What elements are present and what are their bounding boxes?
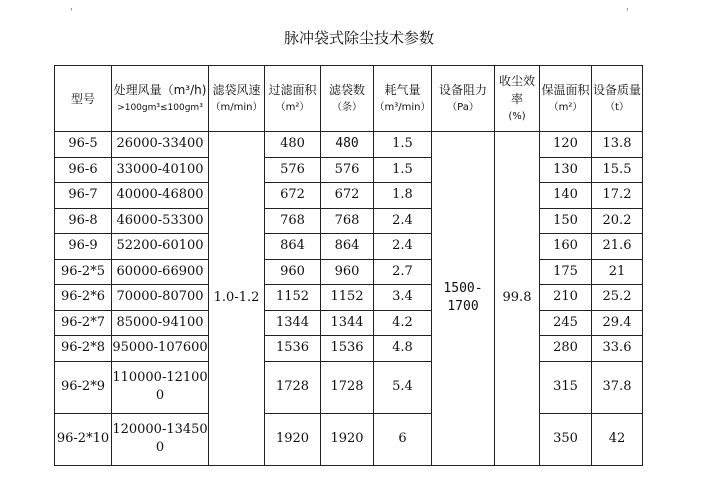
cell-air-volume: 85000-94100 bbox=[112, 310, 209, 336]
table-row bbox=[55, 259, 643, 285]
cell-air-consumption: 4.2 bbox=[374, 310, 432, 336]
cell-bag-count: 672 bbox=[321, 183, 374, 209]
cell-air-volume: 110000-121000 bbox=[112, 361, 209, 413]
cell-air-volume: 26000-33400 bbox=[112, 132, 209, 158]
cell-model: 96-2*10 bbox=[55, 413, 112, 465]
cell-air-consumption: 2.4 bbox=[374, 208, 432, 234]
cell-model: 96-8 bbox=[55, 208, 112, 234]
cell-insulation-area: 210 bbox=[540, 285, 592, 311]
cell-bag-count: 864 bbox=[321, 234, 374, 260]
cell-insulation-area: 175 bbox=[540, 259, 592, 285]
cell-weight: 33.6 bbox=[592, 336, 643, 362]
header-insulation-area: 保温面积 （m²） bbox=[540, 66, 592, 132]
cell-insulation-area: 160 bbox=[540, 234, 592, 260]
corner-mark-right: ' bbox=[626, 8, 629, 18]
header-filter-speed: 滤袋风速 （m/min） bbox=[209, 66, 265, 132]
header-weight: 设备质量 （t） bbox=[592, 66, 643, 132]
cell-insulation-area: 150 bbox=[540, 208, 592, 234]
cell-insulation-area: 315 bbox=[540, 361, 592, 413]
cell-weight: 20.2 bbox=[592, 208, 643, 234]
cell-filter-area: 1536 bbox=[265, 336, 321, 362]
cell-weight: 21.6 bbox=[592, 234, 643, 260]
cell-air-consumption: 2.4 bbox=[374, 234, 432, 260]
cell-air-consumption: 5.4 bbox=[374, 361, 432, 413]
table-row bbox=[55, 310, 643, 336]
cell-insulation-area: 140 bbox=[540, 183, 592, 209]
cell-air-consumption: 3.4 bbox=[374, 285, 432, 311]
cell-bag-count: 1728 bbox=[321, 361, 374, 413]
table-row bbox=[55, 157, 643, 183]
cell-filter-area: 480 bbox=[265, 132, 321, 158]
cell-filter-speed: 1.0-1.2 bbox=[209, 132, 265, 466]
cell-weight: 29.4 bbox=[592, 310, 643, 336]
cell-insulation-area: 280 bbox=[540, 336, 592, 362]
spec-table bbox=[54, 65, 643, 466]
cell-air-consumption: 2.7 bbox=[374, 259, 432, 285]
table-row bbox=[55, 234, 643, 260]
cell-air-consumption: 4.8 bbox=[374, 336, 432, 362]
cell-weight: 37.8 bbox=[592, 361, 643, 413]
cell-model: 96-2*6 bbox=[55, 285, 112, 311]
cell-model: 96-2*5 bbox=[55, 259, 112, 285]
table-row bbox=[55, 413, 643, 465]
cell-insulation-area: 350 bbox=[540, 413, 592, 465]
cell-model: 96-9 bbox=[55, 234, 112, 260]
cell-weight: 21 bbox=[592, 259, 643, 285]
cell-filter-area: 1152 bbox=[265, 285, 321, 311]
cell-bag-count: 960 bbox=[321, 259, 374, 285]
header-model: 型号 bbox=[55, 66, 112, 132]
cell-air-volume: 52200-60100 bbox=[112, 234, 209, 260]
table-row bbox=[55, 132, 643, 158]
table-row bbox=[55, 361, 643, 413]
cell-air-volume: 60000-66900 bbox=[112, 259, 209, 285]
cell-model: 96-5 bbox=[55, 132, 112, 158]
cell-bag-count: 576 bbox=[321, 157, 374, 183]
cell-resistance: 1500-1700 bbox=[432, 132, 495, 466]
cell-model: 96-7 bbox=[55, 183, 112, 209]
cell-insulation-area: 120 bbox=[540, 132, 592, 158]
table-row bbox=[55, 208, 643, 234]
cell-insulation-area: 130 bbox=[540, 157, 592, 183]
table-row bbox=[55, 336, 643, 362]
cell-insulation-area: 245 bbox=[540, 310, 592, 336]
cell-air-consumption: 6 bbox=[374, 413, 432, 465]
cell-air-consumption: 1.8 bbox=[374, 183, 432, 209]
cell-bag-count: 1152 bbox=[321, 285, 374, 311]
cell-filter-area: 768 bbox=[265, 208, 321, 234]
cell-efficiency: 99.8 bbox=[495, 132, 540, 466]
cell-air-volume: 40000-46800 bbox=[112, 183, 209, 209]
cell-bag-count: 480 bbox=[321, 132, 374, 158]
header-resistance: 设备阻力 （Pa） bbox=[432, 66, 495, 132]
cell-weight: 13.8 bbox=[592, 132, 643, 158]
cell-filter-area: 576 bbox=[265, 157, 321, 183]
cell-model: 96-2*8 bbox=[55, 336, 112, 362]
cell-filter-area: 960 bbox=[265, 259, 321, 285]
cell-model: 96-2*9 bbox=[55, 361, 112, 413]
header-bag-count: 滤袋数 （条） bbox=[321, 66, 374, 132]
header-air-consumption: 耗气量 （m³/min） bbox=[374, 66, 432, 132]
cell-air-volume: 95000-107600 bbox=[112, 336, 209, 362]
corner-mark-left: ' bbox=[70, 8, 73, 18]
cell-filter-area: 672 bbox=[265, 183, 321, 209]
page-title: 脉冲袋式除尘技术参数 bbox=[283, 29, 434, 47]
cell-air-consumption: 1.5 bbox=[374, 157, 432, 183]
cell-weight: 15.5 bbox=[592, 157, 643, 183]
cell-air-volume: 46000-53300 bbox=[112, 208, 209, 234]
header-row bbox=[55, 66, 643, 132]
header-air-volume: 处理风量（m³/h) >100gm³≤100gm³ bbox=[112, 66, 209, 132]
cell-filter-area: 1344 bbox=[265, 310, 321, 336]
table-row bbox=[55, 183, 643, 209]
cell-air-volume: 70000-80700 bbox=[112, 285, 209, 311]
cell-model: 96-6 bbox=[55, 157, 112, 183]
cell-weight: 42 bbox=[592, 413, 643, 465]
cell-air-consumption: 1.5 bbox=[374, 132, 432, 158]
cell-bag-count: 1344 bbox=[321, 310, 374, 336]
cell-bag-count: 1536 bbox=[321, 336, 374, 362]
cell-bag-count: 1920 bbox=[321, 413, 374, 465]
header-filter-area: 过滤面积 （m²） bbox=[265, 66, 321, 132]
cell-filter-area: 864 bbox=[265, 234, 321, 260]
cell-air-volume: 120000-134500 bbox=[112, 413, 209, 465]
cell-bag-count: 768 bbox=[321, 208, 374, 234]
header-efficiency: 收尘效 率 (%) bbox=[495, 66, 540, 132]
cell-weight: 25.2 bbox=[592, 285, 643, 311]
cell-filter-area: 1920 bbox=[265, 413, 321, 465]
cell-weight: 17.2 bbox=[592, 183, 643, 209]
cell-model: 96-2*7 bbox=[55, 310, 112, 336]
table-row bbox=[55, 285, 643, 311]
cell-air-volume: 33000-40100 bbox=[112, 157, 209, 183]
cell-filter-area: 1728 bbox=[265, 361, 321, 413]
